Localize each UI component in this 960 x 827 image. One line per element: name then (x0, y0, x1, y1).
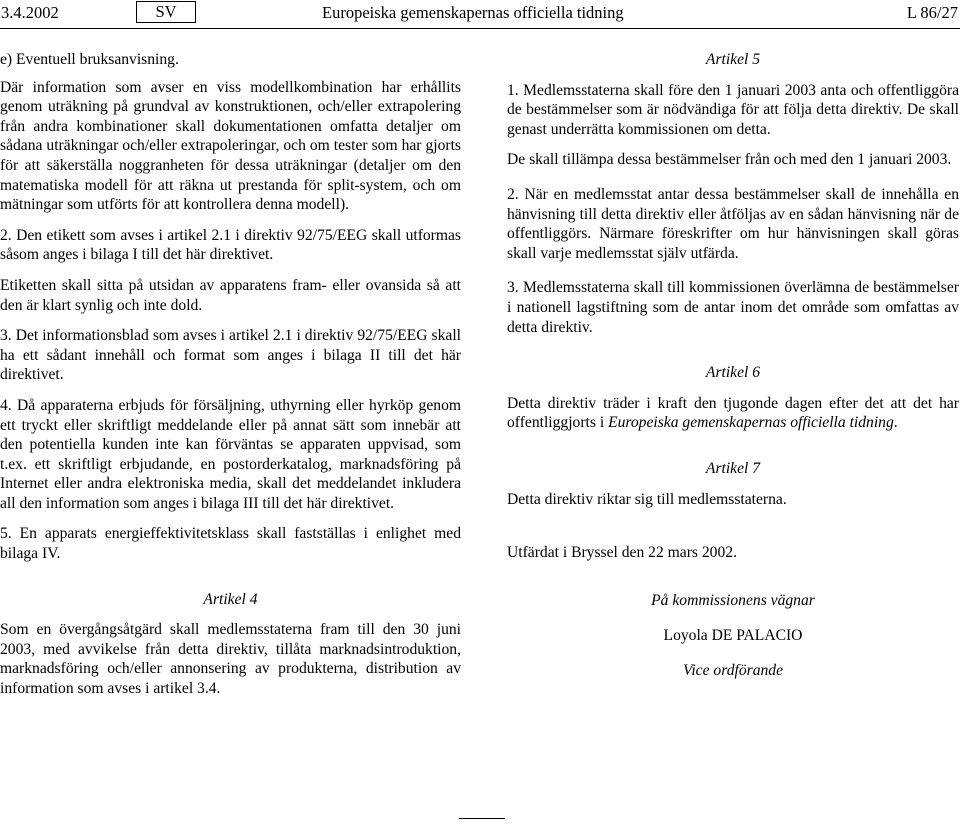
article-6-heading: Artikel 6 (705, 364, 761, 382)
article-4-heading: Artikel 4 (203, 590, 258, 608)
paragraph: Som en övergångsåtgärd skall medlemsstaterna fram till den 30 juni 2003, med avvikelse från detta direktiv, tillåta marknadsintroduktion, marknadsföring och/eller annonsering av produkterna, distribution av information som avses i artikel 3.4. (0, 621, 461, 698)
paragraph: e) Eventuell bruksanvisning. (0, 51, 179, 68)
language-code: SV (136, 1, 196, 23)
paragraph: De skall tillämpa dessa bestämmelser från och med den 1 januari 2003. (507, 151, 952, 169)
paragraph: Detta direktiv riktar sig till medlemsstaterna. (507, 490, 787, 508)
paragraph: 4. Då apparaterna erbjuds för försäljning, uthyrning eller hyrköp genom ett tryckt eller skriftligt meddelande eller på annat sätt som innebär att den potentiella kunden inte kan förväntas se apparaten uppvisad, som t.ex. ett skriftligt erbjudande, en postorderkatalog, marknadsföring på Internet eller andra elektroniska media, skall det meddelandet inkludera all den information som anges i bilaga III till det här direktivet. (0, 396, 461, 512)
article-7-heading: Artikel 7 (705, 459, 761, 477)
paragraph: Där information som avser en viss modellkombination har erhållits genom uträkning på grundval av konstruktionen, och/eller extrapolering från andra kombinationer skall dokumentationen omfatta detaljer om sådana uträkningar och/eller extrapoleringar, och om tester som har gjorts för att säkerställa noggranheten för dessa uträkningar (detaljer om den matematiska modell för att räkna ut prestanda för split-system, och om mätningar som utförts för att kontrollera denna modell). (0, 78, 461, 214)
paragraph: 2. Den etikett som avses i artikel 2.1 i direktiv 92/75/EEG skall utformas såsom anges i bilaga I till det här direktivet. (0, 226, 461, 264)
text-run: Detta direktiv träder i kraft den tjugonde dagen efter det att det har offentliggjorts i (507, 394, 959, 432)
right-column (507, 50, 959, 694)
article-5-heading: Artikel 5 (705, 51, 761, 68)
page-number: L 86/27 (906, 3, 958, 22)
paragraph: 2. När en medlemsstat antar dessa bestämmelser skall de innehålla en hänvisning till detta direktiv eller åtföljas av en sådan hänvisning när de offentliggörs. Närmare föreskrifter om hur hänvisningen skall göras skall varje medlemsstat själv utfärda. (507, 185, 959, 262)
signature-heading: På kommissionens vägnar (651, 591, 815, 609)
paragraph: 3. Det informationsblad som avses i artikel 2.1 i direktiv 92/75/EEG skall ha ett sådant innehåll och format som anges i bilaga II till det här direktivet. (0, 327, 461, 384)
paragraph: 3. Medlemsstaterna skall till kommissionen överlämna de bestämmelser i nationell lagstiftning som de antar inom det område som omfattas av detta direktiv. (507, 279, 959, 336)
text-run: . (893, 414, 898, 432)
journal-reference: Europeiska gemenskapernas officiella tidning (608, 414, 894, 432)
issue-date: 3.4.2002 (1, 3, 59, 22)
header-rule (0, 28, 960, 29)
signatory-title: Vice ordförande (682, 661, 784, 679)
left-column (0, 50, 461, 710)
paragraph: Etiketten skall sitta på utsidan av apparatens fram- eller ovansida så att den är klart synlig och inte dold. (0, 276, 461, 314)
paragraph: 5. En apparats energieffektivitetsklass skall fastställas i enlighet med bilaga IV. (0, 525, 461, 563)
signatory-name: Loyola DE PALACIO (663, 626, 803, 644)
journal-title: Europeiska gemenskapernas officiella tidning (322, 3, 624, 22)
paragraph: 1. Medlemsstaterna skall före den 1 januari 2003 anta och offentliggöra de bestämmelser som är nödvändiga för att följa detta direktiv. De skall genast underrätta kommissionen om detta. (507, 81, 959, 138)
paragraph (507, 394, 959, 433)
signing-place-date: Utfärdat i Bryssel den 22 mars 2002. (507, 544, 737, 562)
footer-rule (459, 818, 505, 819)
